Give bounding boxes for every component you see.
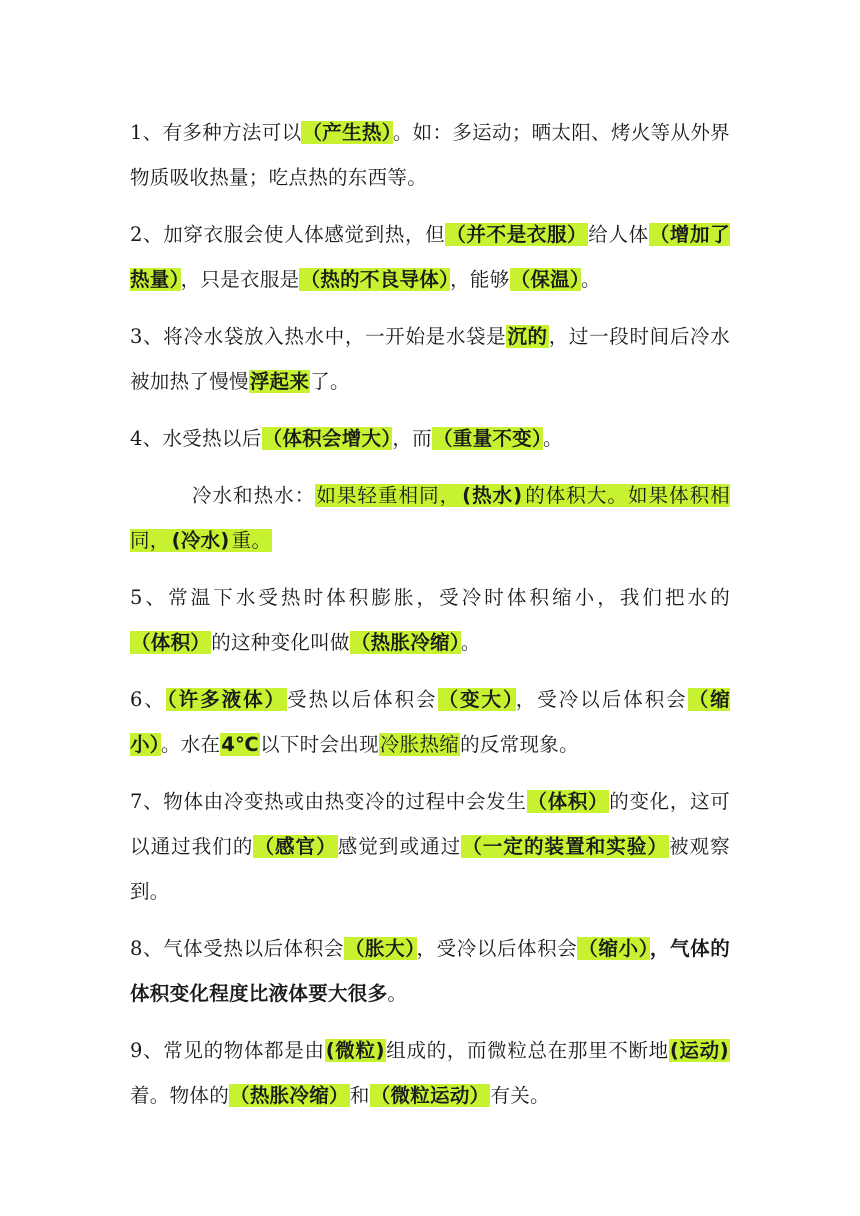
text-segment: 7、物体由冷变热或由热变冷的过程中会发生 <box>130 790 527 813</box>
highlighted-answer: 4℃ <box>221 733 260 756</box>
highlighted-answer: 重。 <box>231 529 272 552</box>
text-segment: 冷水和热水： <box>192 484 316 507</box>
highlighted-answer: （许多液体） <box>166 688 287 711</box>
text-segment: ，只是衣服是 <box>180 268 300 291</box>
highlighted-answer: （一定的装置和实验） <box>462 835 669 858</box>
highlighted-answer: （重量不变） <box>432 427 543 450</box>
text-segment: 有关。 <box>490 1084 550 1107</box>
highlighted-answer: （热胀冷缩） <box>350 631 460 654</box>
text-segment: 。 <box>460 631 481 654</box>
text-segment: ，过一段时间后冷水被加热了慢慢 <box>130 325 731 393</box>
highlighted-answer: （热胀冷缩） <box>230 1084 349 1107</box>
highlighted-answer: 浮起来 <box>249 370 310 393</box>
text-segment: 9、常见的物体都是由 <box>130 1039 325 1062</box>
text-segment: 的变化，这可以通过我们的 <box>130 790 730 858</box>
text-segment: 2、加穿衣服会使人体感觉到热，但 <box>130 223 446 246</box>
text-segment: 感觉到或通过 <box>337 835 462 858</box>
highlighted-answer: （感官） <box>254 835 337 858</box>
text-segment: 给人体 <box>588 223 649 246</box>
text-segment: 3、将冷水袋放入热水中，一开始是水袋是 <box>130 325 507 348</box>
highlighted-answer: （缩小） <box>130 688 730 756</box>
paragraph-8 <box>130 779 730 914</box>
text-segment: 受热以后体积会 <box>287 688 438 711</box>
highlighted-answer: (运动) <box>669 1039 729 1062</box>
highlighted-answer: （热的不良导体） <box>300 268 450 291</box>
highlighted-answer: （体积） <box>131 631 211 654</box>
highlighted-answer: 沉的 <box>507 325 548 348</box>
text-segment: ，而 <box>392 427 432 450</box>
highlighted-answer: 的体积大。如果体积相同， <box>130 484 730 552</box>
highlighted-answer: (微粒) <box>325 1039 385 1062</box>
text-segment: ，受冷以后体积会 <box>416 937 578 960</box>
highlighted-answer: 如果轻重相同， <box>316 484 461 507</box>
text-segment: 6、 <box>130 688 166 711</box>
text-segment: 1、有多种方法可以 <box>130 121 302 144</box>
text-segment: 着。物体的 <box>130 1084 230 1107</box>
text-segment: ，气体的体积变化程度比液体要大很多 <box>130 937 730 1005</box>
paragraph-3 <box>130 314 730 404</box>
highlighted-answer: （增加了热量） <box>130 223 730 291</box>
highlighted-answer: (热水) <box>462 484 523 507</box>
highlighted-answer: （胀大） <box>344 937 416 960</box>
text-segment: 的反常现象。 <box>460 733 579 756</box>
text-segment: 。 <box>543 427 563 450</box>
paragraph-1 <box>130 110 730 200</box>
highlighted-answer: (冷水) <box>171 529 230 552</box>
paragraph-2 <box>130 212 730 302</box>
text-segment: 组成的，而微粒总在那里不断地 <box>385 1039 669 1062</box>
text-segment: ，能够 <box>450 268 510 291</box>
text-segment: 的这种变化叫做 <box>211 631 350 654</box>
paragraph-6 <box>130 575 730 665</box>
highlighted-answer: （体积会增大） <box>262 427 392 450</box>
text-segment: 以下时会出现 <box>260 733 379 756</box>
paragraph-4 <box>130 416 730 461</box>
highlighted-answer: （保温） <box>510 268 580 291</box>
paragraph-9 <box>130 926 730 1016</box>
text-segment: 。如：多运动；晒太阳、烤火等从外界物质吸收热量；吃点热的东西等。 <box>130 121 730 189</box>
paragraph-7 <box>130 677 730 767</box>
text-segment: 8、气体受热以后体积会 <box>130 937 344 960</box>
text-segment: 。 <box>580 268 601 291</box>
highlighted-answer: （并不是衣服） <box>446 223 588 246</box>
highlighted-answer: （微粒运动） <box>370 1084 490 1107</box>
highlighted-answer: （缩小） <box>578 937 649 960</box>
highlighted-answer: （变大） <box>438 688 515 711</box>
paragraph-10 <box>130 1028 730 1118</box>
highlighted-answer: （产生热） <box>302 121 392 144</box>
text-segment: 被观察到。 <box>130 835 730 903</box>
paragraph-5 <box>130 473 730 563</box>
text-segment: 5、常温下水受热时体积膨胀，受冷时体积缩小，我们把水的 <box>130 586 730 609</box>
text-segment: 4、水受热以后 <box>130 427 262 450</box>
text-segment: ，受冷以后体积会 <box>515 688 688 711</box>
text-segment: 了。 <box>310 370 350 393</box>
text-segment: 。水在 <box>160 733 221 756</box>
text-segment: 。 <box>387 982 408 1005</box>
highlighted-answer: （体积） <box>527 790 609 813</box>
document-page <box>130 110 730 1130</box>
highlighted-answer: 冷胀热缩 <box>379 733 460 756</box>
text-segment: 和 <box>349 1084 370 1107</box>
